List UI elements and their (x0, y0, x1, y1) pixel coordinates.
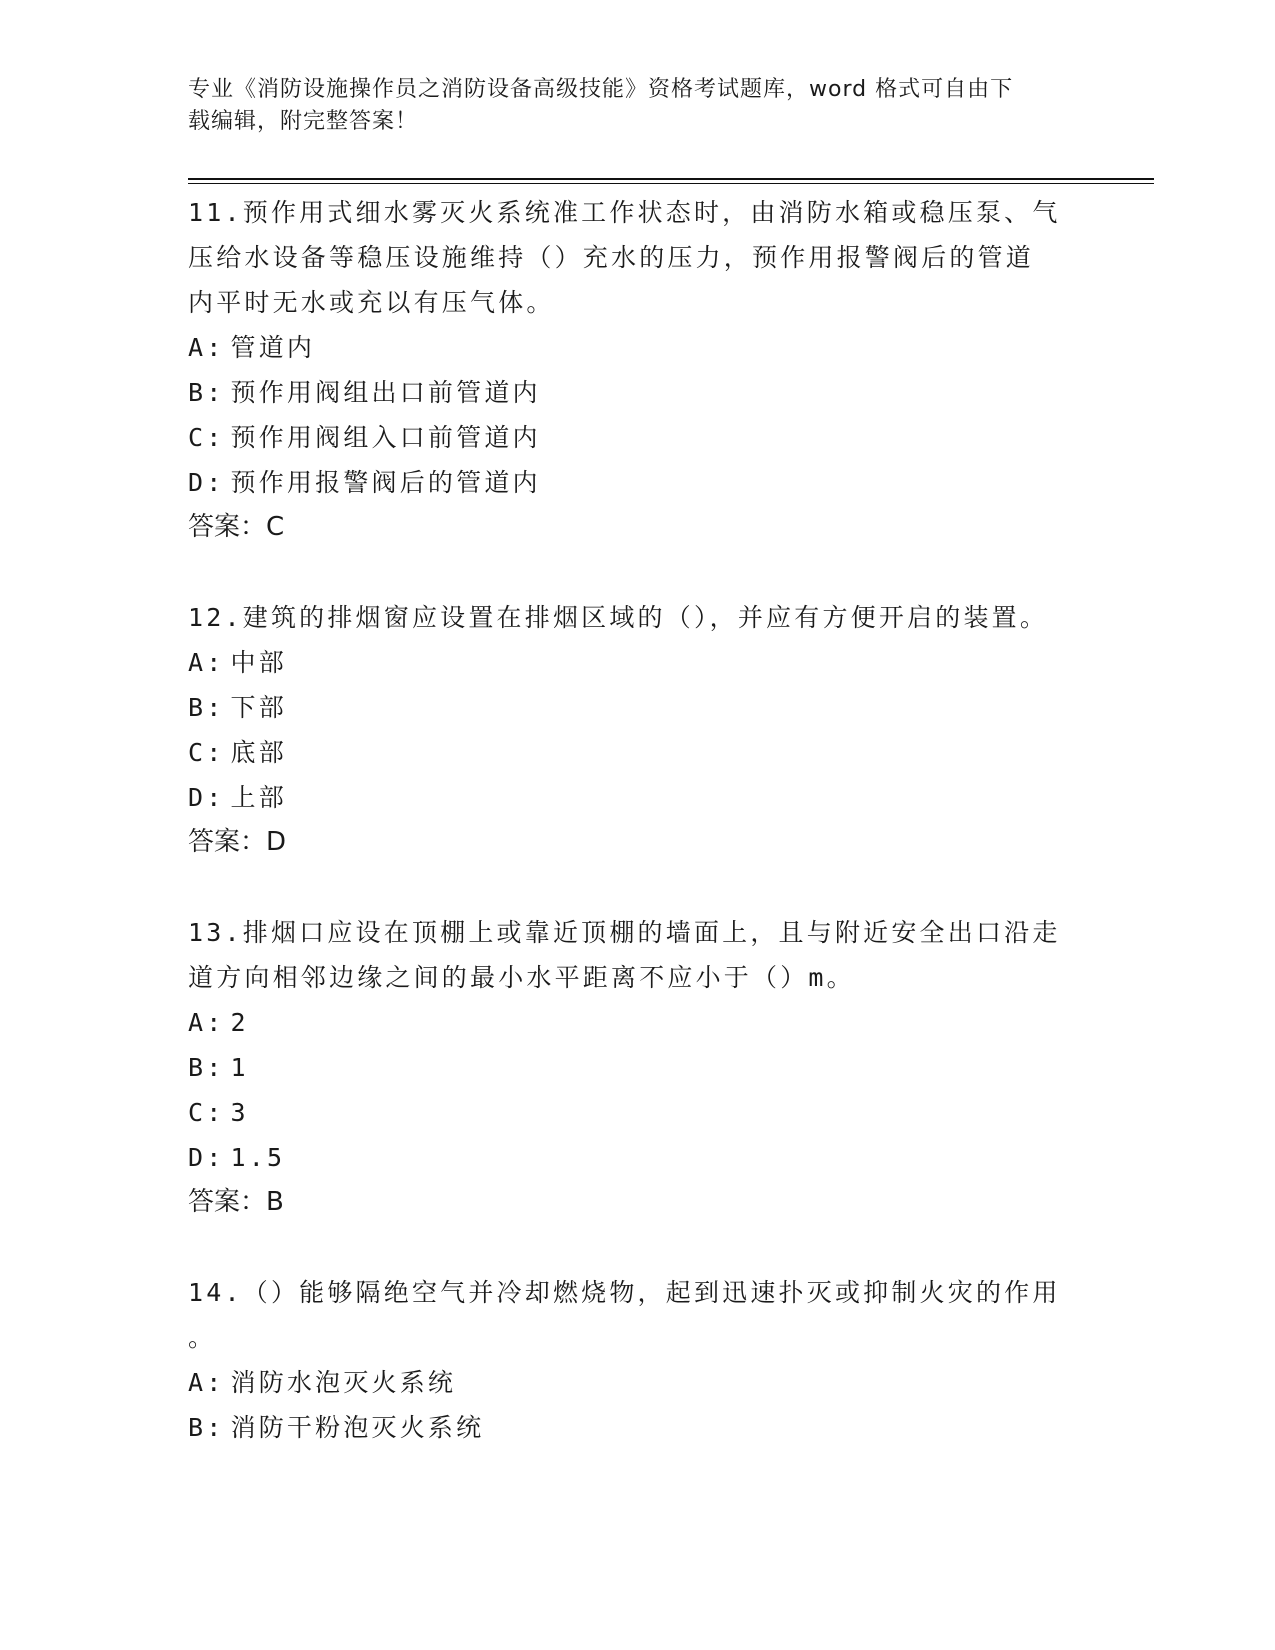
option-text: 底部 (230, 738, 287, 767)
option-text: 3 (230, 1098, 249, 1127)
option-letter: D: (188, 783, 225, 812)
option-text: 预作用阀组出口前管道内 (230, 378, 541, 407)
option-a (188, 640, 1088, 685)
question-stem-line: 道方向相邻边缘之间的最小水平距离不应小于（）m。 (188, 963, 855, 992)
question-stem-line: 14.（）能够隔绝空气并冷却燃烧物，起到迅速扑灭或抑制火灾的作用 (188, 1278, 1061, 1307)
option-letter: B: (188, 1413, 225, 1442)
option-letter: D: (188, 468, 225, 497)
option-letter: B: (188, 1053, 225, 1082)
option-d (188, 1135, 1088, 1180)
header-divider-bottom (188, 183, 1154, 184)
option-text: 中部 (230, 648, 287, 677)
question-12 (188, 595, 1088, 865)
question-stem-line: 13.排烟口应设在顶棚上或靠近顶棚的墙面上，且与附近安全出口沿走 (188, 918, 1061, 947)
option-text: 1 (230, 1053, 249, 1082)
header-divider-top (188, 178, 1154, 180)
header-line-1: 专业《消防设施操作员之消防设备高级技能》资格考试题库，word 格式可自由下 (188, 77, 1014, 102)
question-list (188, 190, 1088, 1450)
option-a (188, 1360, 1088, 1405)
option-text: 1.5 (230, 1143, 286, 1172)
option-letter: C: (188, 1098, 225, 1127)
option-letter: A: (188, 1008, 225, 1037)
question-stem-line: 压给水设备等稳压设施维持（）充水的压力，预作用报警阀后的管道 (188, 243, 1035, 272)
option-text: 消防水泡灭火系统 (230, 1368, 457, 1397)
option-a (188, 325, 1088, 370)
question-spacer (188, 550, 1088, 595)
question-stem-line: 12.建筑的排烟窗应设置在排烟区域的（），并应有方便开启的装置。 (188, 603, 1049, 632)
header-line-2: 载编辑，附完整答案！ (188, 109, 419, 134)
option-letter: A: (188, 1368, 225, 1397)
option-text: 消防干粉泡灭火系统 (230, 1413, 485, 1442)
option-letter: C: (188, 423, 225, 452)
question-stem-line: 内平时无水或充以有压气体。 (188, 288, 555, 317)
option-letter: A: (188, 333, 225, 362)
question-11 (188, 190, 1088, 550)
option-text: 预作用报警阀后的管道内 (230, 468, 541, 497)
option-text: 管道内 (230, 333, 316, 362)
question-stem-line: 11.预作用式细水雾灭火系统准工作状态时，由消防水箱或稳压泵、气 (188, 198, 1061, 227)
option-c (188, 415, 1088, 460)
option-text: 下部 (230, 693, 287, 722)
option-b (188, 370, 1088, 415)
question-13 (188, 910, 1088, 1225)
option-letter: D: (188, 1143, 225, 1172)
option-letter: A: (188, 648, 225, 677)
option-text: 预作用阀组入口前管道内 (230, 423, 541, 452)
option-c (188, 1090, 1088, 1135)
question-spacer (188, 865, 1088, 910)
document-header (188, 74, 1088, 138)
option-c (188, 730, 1088, 775)
option-letter: B: (188, 693, 225, 722)
option-text: 2 (230, 1008, 249, 1037)
option-b (188, 1405, 1088, 1450)
option-text: 上部 (230, 783, 287, 812)
question-stem-line: 。 (188, 1323, 217, 1352)
option-b (188, 685, 1088, 730)
option-b (188, 1045, 1088, 1090)
answer-line: 答案：D (188, 827, 287, 857)
answer-line: 答案：C (188, 512, 285, 542)
option-a (188, 1000, 1088, 1045)
option-letter: B: (188, 378, 225, 407)
question-spacer (188, 1225, 1088, 1270)
option-d (188, 460, 1088, 505)
question-14 (188, 1270, 1088, 1450)
answer-line: 答案：B (188, 1187, 284, 1217)
option-d (188, 775, 1088, 820)
option-letter: C: (188, 738, 225, 767)
